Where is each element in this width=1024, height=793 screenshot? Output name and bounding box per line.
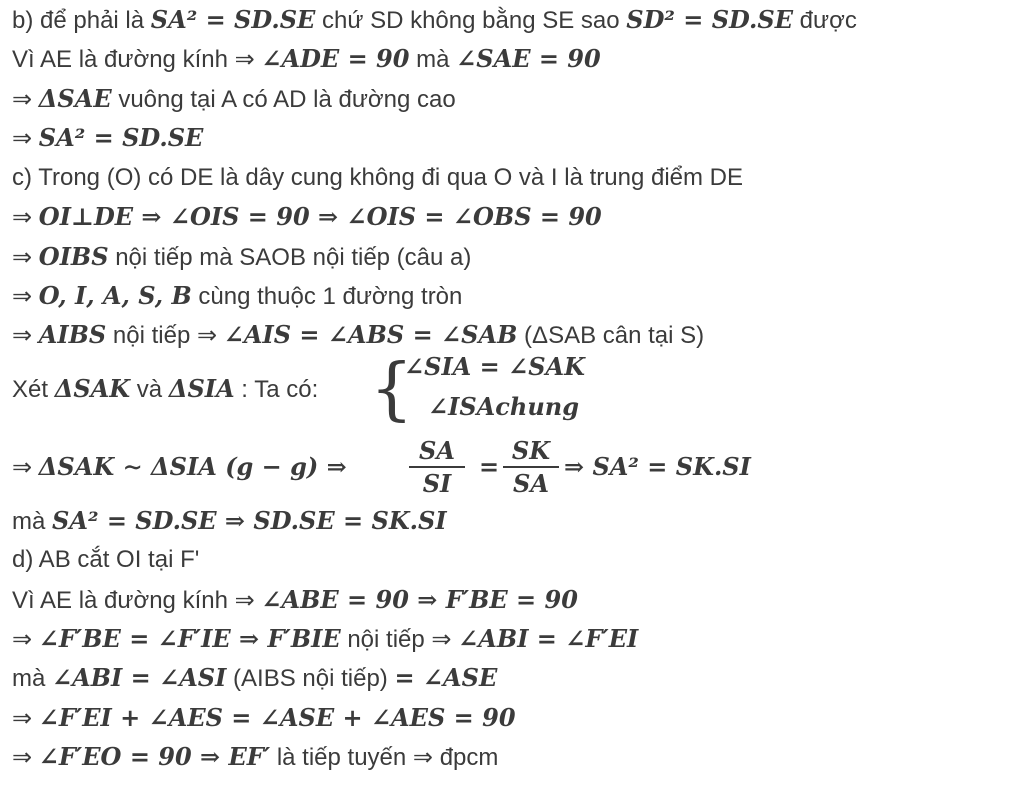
fraction-denominator: SI — [422, 469, 452, 498]
math: = ∠ASE — [394, 663, 498, 692]
similarity-ratio-line — [12, 434, 832, 504]
text: nội tiếp mà SAOB nội tiếp (câu a) — [108, 244, 472, 271]
text: cùng thuộc 1 đường tròn — [191, 283, 463, 310]
system-label — [12, 374, 318, 404]
text: ⇒ — [12, 125, 39, 152]
similarity-result: ⇒ SA² = SK.SI — [564, 452, 751, 481]
math: ∠ABI = ∠F′EI — [458, 624, 639, 653]
math: AIBS — [38, 320, 107, 349]
text: mà — [12, 665, 53, 692]
text: ⇒ — [12, 454, 39, 481]
line-abe-right-angle — [12, 582, 578, 618]
similarity-left — [12, 452, 347, 482]
line-c-statement — [12, 160, 743, 196]
fraction-denominator: SA — [513, 469, 549, 498]
fraction-sa-si — [409, 436, 465, 498]
line-fbie-inscribed — [12, 621, 638, 657]
math: ΔSIA — [168, 374, 235, 403]
math: ΔSAE — [38, 84, 112, 113]
text: ⇒ — [12, 283, 39, 310]
text: ⇒ — [12, 744, 39, 771]
text: ⇒ — [12, 86, 39, 113]
text: là tiếp tuyến ⇒ đpcm — [270, 744, 499, 771]
text: ⇒ — [12, 705, 39, 732]
math: SD² = SD.SE — [626, 5, 793, 34]
left-brace-icon: { — [370, 350, 414, 429]
fraction-sk-sa — [503, 436, 559, 498]
text: ⇒ — [12, 244, 39, 271]
math: ΔSAK ∼ ΔSIA (g − g) ⇒ — [38, 452, 347, 481]
line-d-statement — [12, 542, 199, 578]
line-same-circle — [12, 278, 462, 314]
text: Xét — [12, 376, 55, 403]
text: b) để phải là — [12, 7, 151, 34]
math: ΔSAK — [54, 374, 131, 403]
text: Vì AE là đường kính ⇒ — [12, 587, 262, 614]
text: (ΔSAB cân tại S) — [517, 322, 705, 349]
math: ∠AIS = ∠ABS = ∠SAB — [223, 320, 518, 349]
text: vuông tại A có AD là đường cao — [111, 86, 456, 113]
line-oibs-inscribed — [12, 239, 471, 275]
math: SA² = SD.SE ⇒ SD.SE = SK.SI — [52, 506, 447, 535]
fraction-numerator: SA — [409, 436, 465, 468]
text: mà — [12, 508, 53, 535]
text: ⇒ — [12, 322, 39, 349]
line-angle-sum — [12, 700, 516, 736]
math: ∠ADE = 90 — [261, 44, 410, 73]
math: ∠F′EI + ∠AES = ∠ASE + ∠AES = 90 — [38, 703, 516, 732]
line-aibs-inscribed — [12, 317, 704, 353]
line-b-statement — [12, 2, 857, 38]
text: d) AB cắt OI tại F' — [12, 546, 200, 573]
math: ∠ABI = ∠ASI — [52, 663, 227, 692]
line-conclusion — [12, 739, 498, 775]
math: O, I, A, S, B — [38, 281, 192, 310]
text: được — [793, 7, 857, 34]
line-right-triangle — [12, 81, 456, 117]
line-product-equality — [12, 503, 447, 539]
line-perpendicular — [12, 199, 602, 235]
text: nội tiếp ⇒ — [340, 626, 459, 653]
line-abi-asi — [12, 660, 497, 696]
math: ∠SAE = 90 — [456, 44, 601, 73]
math: SA² = SD.SE — [150, 5, 316, 34]
triangle-comparison-system — [12, 352, 732, 430]
system-row-1: ∠SIA = ∠SAK — [404, 352, 586, 381]
math: ∠F′EO = 90 ⇒ EF′ — [38, 742, 271, 771]
math: OI⊥DE ⇒ ∠OIS = 90 ⇒ ∠OIS = ∠OBS = 90 — [38, 202, 602, 231]
text: ⇒ — [12, 626, 39, 653]
system-row-2: ∠ISAchung — [428, 392, 580, 421]
text: và — [130, 376, 169, 403]
text: Vì AE là đường kính ⇒ — [12, 46, 262, 73]
math: ∠ABE = 90 ⇒ F′BE = 90 — [261, 585, 578, 614]
math: OIBS — [38, 242, 109, 271]
text: : Ta có: — [234, 376, 319, 403]
math: SA² = SD.SE — [38, 123, 204, 152]
line-diameter-angles — [12, 41, 601, 77]
equals-sign: = — [479, 452, 500, 481]
math: ∠F′BE = ∠F′IE ⇒ F′BIE — [38, 624, 341, 653]
text: (AIBS nội tiếp) — [226, 665, 395, 692]
fraction-numerator: SK — [503, 436, 559, 468]
text: chứ SD không bằng SE sao — [315, 7, 627, 34]
text: ⇒ — [12, 204, 39, 231]
text: c) Trong (O) có DE là dây cung không đi qua O và I là trung điểm DE — [12, 164, 744, 191]
line-sa-squared — [12, 120, 203, 156]
text: mà — [409, 46, 457, 73]
text: nội tiếp ⇒ — [106, 322, 224, 349]
